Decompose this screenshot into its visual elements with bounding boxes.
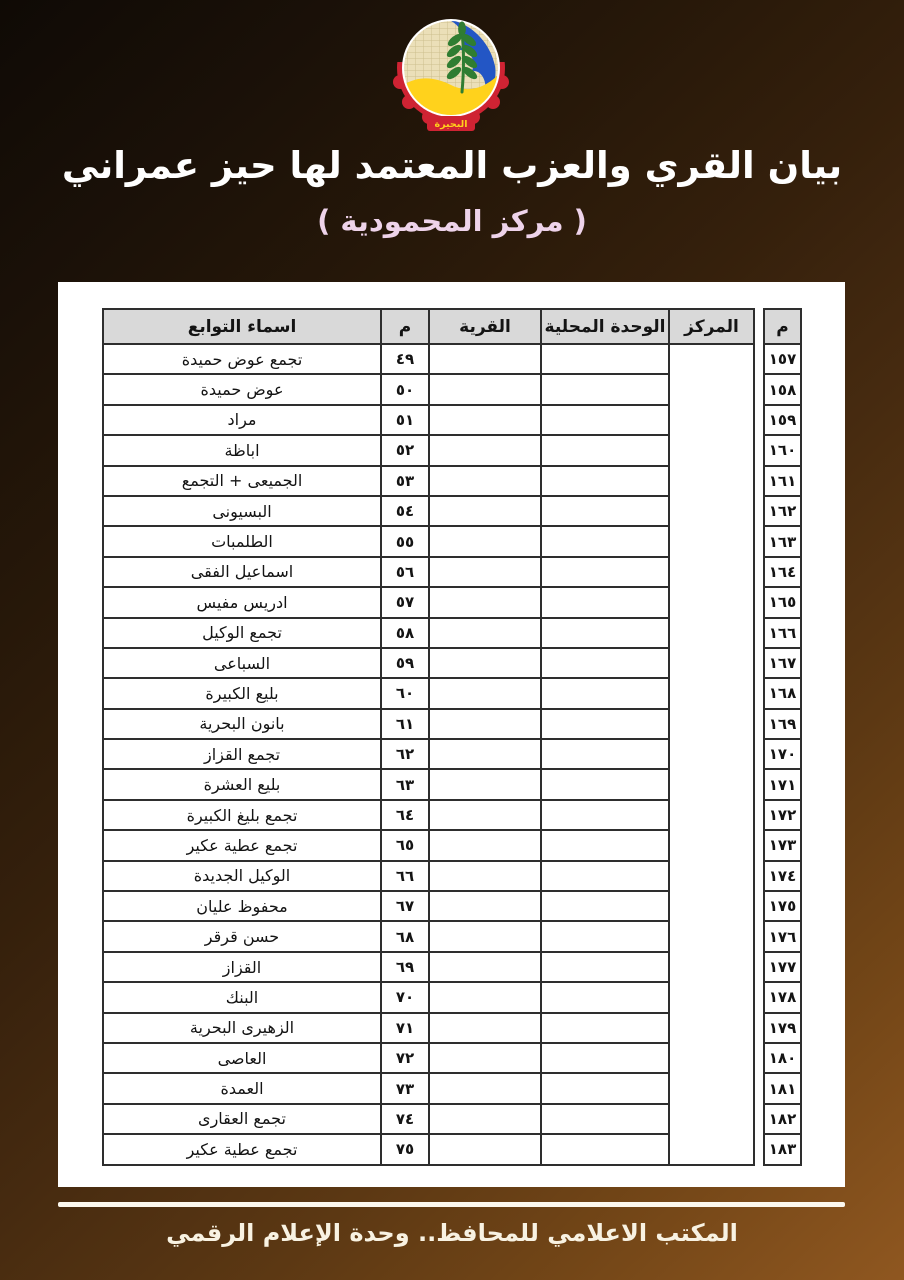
- dependent-name-cell: عوض حميدة: [103, 374, 381, 404]
- row-number-cell: ٧١: [381, 1013, 429, 1043]
- village-cell: [429, 374, 541, 404]
- row-serial-cell: ١٧٦: [764, 921, 801, 951]
- page-subtitle: ( مركز المحمودية ): [317, 204, 587, 238]
- dependent-name-cell: البنك: [103, 982, 381, 1012]
- logo-banner-text: البحيرة: [434, 119, 468, 130]
- row-number-cell: ٦٢: [381, 739, 429, 769]
- dependent-name-cell: حسن قرقر: [103, 921, 381, 951]
- row-number-cell: ٥٨: [381, 618, 429, 648]
- dependent-name-cell: القزاز: [103, 952, 381, 982]
- local-unit-cell: [541, 982, 669, 1012]
- village-cell: [429, 1073, 541, 1103]
- local-unit-cell: [541, 618, 669, 648]
- village-cell: [429, 709, 541, 739]
- row-serial-cell: ١٦٦: [764, 618, 801, 648]
- village-cell: [429, 1104, 541, 1134]
- document-sheet: [58, 282, 845, 1187]
- header-center: المركز: [669, 309, 754, 344]
- village-cell: [429, 618, 541, 648]
- village-cell: [429, 435, 541, 465]
- village-cell: [429, 496, 541, 526]
- village-cell: [429, 648, 541, 678]
- row-number-cell: ٥٩: [381, 648, 429, 678]
- header-serial: م: [764, 309, 801, 344]
- row-number-cell: ٧٥: [381, 1134, 429, 1164]
- dependent-name-cell: بليع العشرة: [103, 769, 381, 799]
- row-serial-cell: ١٧١: [764, 769, 801, 799]
- dependent-name-cell: الجميعى + التجمع: [103, 466, 381, 496]
- local-unit-cell: [541, 769, 669, 799]
- dependent-name-cell: تجمع عطية عكير: [103, 830, 381, 860]
- village-cell: [429, 861, 541, 891]
- row-serial-cell: ١٥٧: [764, 344, 801, 374]
- row-number-cell: ٥٣: [381, 466, 429, 496]
- dependent-name-cell: تجمع العقارى: [103, 1104, 381, 1134]
- dependent-name-cell: محفوظ عليان: [103, 891, 381, 921]
- local-unit-cell: [541, 435, 669, 465]
- header-village: القرية: [429, 309, 541, 344]
- local-unit-cell: [541, 344, 669, 374]
- local-unit-cell: [541, 557, 669, 587]
- village-cell: [429, 830, 541, 860]
- village-cell: [429, 1043, 541, 1073]
- row-serial-cell: ١٦١: [764, 466, 801, 496]
- local-unit-cell: [541, 1013, 669, 1043]
- page-title: بيان القري والعزب المعتمد لها حيز عمراني: [61, 144, 843, 187]
- dependent-name-cell: تجمع عطية عكير: [103, 1134, 381, 1164]
- dependent-name-cell: الزهيرى البحرية: [103, 1013, 381, 1043]
- village-cell: [429, 952, 541, 982]
- row-serial-cell: ١٧٥: [764, 891, 801, 921]
- local-unit-cell: [541, 1073, 669, 1103]
- local-unit-cell: [541, 678, 669, 708]
- row-number-cell: ٦٤: [381, 800, 429, 830]
- village-cell: [429, 526, 541, 556]
- center-merged-cell: [669, 344, 754, 1165]
- village-cell: [429, 800, 541, 830]
- row-number-cell: ٥١: [381, 405, 429, 435]
- local-unit-cell: [541, 830, 669, 860]
- row-number-cell: ٧٣: [381, 1073, 429, 1103]
- row-number-cell: ٦٣: [381, 769, 429, 799]
- village-cell: [429, 982, 541, 1012]
- row-number-cell: ٥٠: [381, 374, 429, 404]
- local-unit-cell: [541, 526, 669, 556]
- row-number-cell: ٦٥: [381, 830, 429, 860]
- row-serial-cell: ١٦٧: [764, 648, 801, 678]
- dependent-name-cell: بليع الكبيرة: [103, 678, 381, 708]
- dependent-name-cell: اسماعيل الفقى: [103, 557, 381, 587]
- dependent-name-cell: العمدة: [103, 1073, 381, 1103]
- dependent-name-cell: بانون البحرية: [103, 709, 381, 739]
- row-serial-cell: ١٦٠: [764, 435, 801, 465]
- footer-divider-line: [58, 1202, 845, 1207]
- row-number-cell: ٥٦: [381, 557, 429, 587]
- column-gap: [754, 309, 764, 1165]
- local-unit-cell: [541, 405, 669, 435]
- row-number-cell: ٥٤: [381, 496, 429, 526]
- row-number-cell: ٦٦: [381, 861, 429, 891]
- dependent-name-cell: تجمع عوض حميدة: [103, 344, 381, 374]
- table-row: [103, 344, 801, 374]
- footer-credit: المكتب الاعلامي للمحافظ.. وحدة الإعلام الرقمي: [166, 1219, 738, 1247]
- row-number-cell: ٦٨: [381, 921, 429, 951]
- local-unit-cell: [541, 861, 669, 891]
- village-cell: [429, 344, 541, 374]
- local-unit-cell: [541, 1134, 669, 1164]
- row-number-cell: ٥٢: [381, 435, 429, 465]
- row-serial-cell: ١٨٣: [764, 1134, 801, 1164]
- dependent-name-cell: تجمع الوكيل: [103, 618, 381, 648]
- dependent-name-cell: الطلمبات: [103, 526, 381, 556]
- row-serial-cell: ١٧٣: [764, 830, 801, 860]
- row-serial-cell: ١٦٨: [764, 678, 801, 708]
- header-local-unit: الوحدة المحلية: [541, 309, 669, 344]
- village-cell: [429, 466, 541, 496]
- dependent-name-cell: مراد: [103, 405, 381, 435]
- row-serial-cell: ١٧٨: [764, 982, 801, 1012]
- row-serial-cell: ١٨١: [764, 1073, 801, 1103]
- dependent-name-cell: تجمع القزاز: [103, 739, 381, 769]
- local-unit-cell: [541, 800, 669, 830]
- dependent-name-cell: البسيونى: [103, 496, 381, 526]
- local-unit-cell: [541, 587, 669, 617]
- village-cell: [429, 1013, 541, 1043]
- header-dependents: اسماء التوابع: [103, 309, 381, 344]
- local-unit-cell: [541, 1043, 669, 1073]
- row-serial-cell: ١٦٥: [764, 587, 801, 617]
- local-unit-cell: [541, 1104, 669, 1134]
- row-number-cell: ٦١: [381, 709, 429, 739]
- row-number-cell: ٥٥: [381, 526, 429, 556]
- row-serial-cell: ١٥٩: [764, 405, 801, 435]
- dependent-name-cell: السباعى: [103, 648, 381, 678]
- logo-ribbon: [427, 116, 475, 131]
- village-cell: [429, 557, 541, 587]
- records-table: [102, 308, 802, 1166]
- row-number-cell: ٧٢: [381, 1043, 429, 1073]
- local-unit-cell: [541, 496, 669, 526]
- table-header-row: [103, 309, 801, 344]
- row-serial-cell: ١٧٧: [764, 952, 801, 982]
- village-cell: [429, 587, 541, 617]
- row-serial-cell: ١٦٣: [764, 526, 801, 556]
- dependent-name-cell: العاصى: [103, 1043, 381, 1073]
- village-cell: [429, 405, 541, 435]
- row-number-cell: ٦٧: [381, 891, 429, 921]
- row-serial-cell: ١٨٠: [764, 1043, 801, 1073]
- village-cell: [429, 769, 541, 799]
- row-serial-cell: ١٦٢: [764, 496, 801, 526]
- local-unit-cell: [541, 466, 669, 496]
- local-unit-cell: [541, 739, 669, 769]
- row-serial-cell: ١٧٢: [764, 800, 801, 830]
- row-serial-cell: ١٥٨: [764, 374, 801, 404]
- dependent-name-cell: الوكيل الجديدة: [103, 861, 381, 891]
- village-cell: [429, 1134, 541, 1164]
- local-unit-cell: [541, 921, 669, 951]
- row-serial-cell: ١٧٠: [764, 739, 801, 769]
- local-unit-cell: [541, 374, 669, 404]
- row-serial-cell: ١٧٤: [764, 861, 801, 891]
- village-cell: [429, 891, 541, 921]
- village-cell: [429, 678, 541, 708]
- beheira-governorate-logo-icon: [391, 10, 511, 136]
- row-number-cell: ٦٠: [381, 678, 429, 708]
- village-cell: [429, 739, 541, 769]
- row-number-cell: ٧٠: [381, 982, 429, 1012]
- row-number-cell: ٦٩: [381, 952, 429, 982]
- dependent-name-cell: اباظة: [103, 435, 381, 465]
- dependent-name-cell: ادريس مفيس: [103, 587, 381, 617]
- local-unit-cell: [541, 891, 669, 921]
- dependent-name-cell: تجمع بليغ الكبيرة: [103, 800, 381, 830]
- village-cell: [429, 921, 541, 951]
- local-unit-cell: [541, 952, 669, 982]
- row-number-cell: ٥٧: [381, 587, 429, 617]
- row-number-cell: ٤٩: [381, 344, 429, 374]
- row-serial-cell: ١٨٢: [764, 1104, 801, 1134]
- local-unit-cell: [541, 648, 669, 678]
- row-serial-cell: ١٦٩: [764, 709, 801, 739]
- row-serial-cell: ١٧٩: [764, 1013, 801, 1043]
- row-serial-cell: ١٦٤: [764, 557, 801, 587]
- local-unit-cell: [541, 709, 669, 739]
- header-num: م: [381, 309, 429, 344]
- row-number-cell: ٧٤: [381, 1104, 429, 1134]
